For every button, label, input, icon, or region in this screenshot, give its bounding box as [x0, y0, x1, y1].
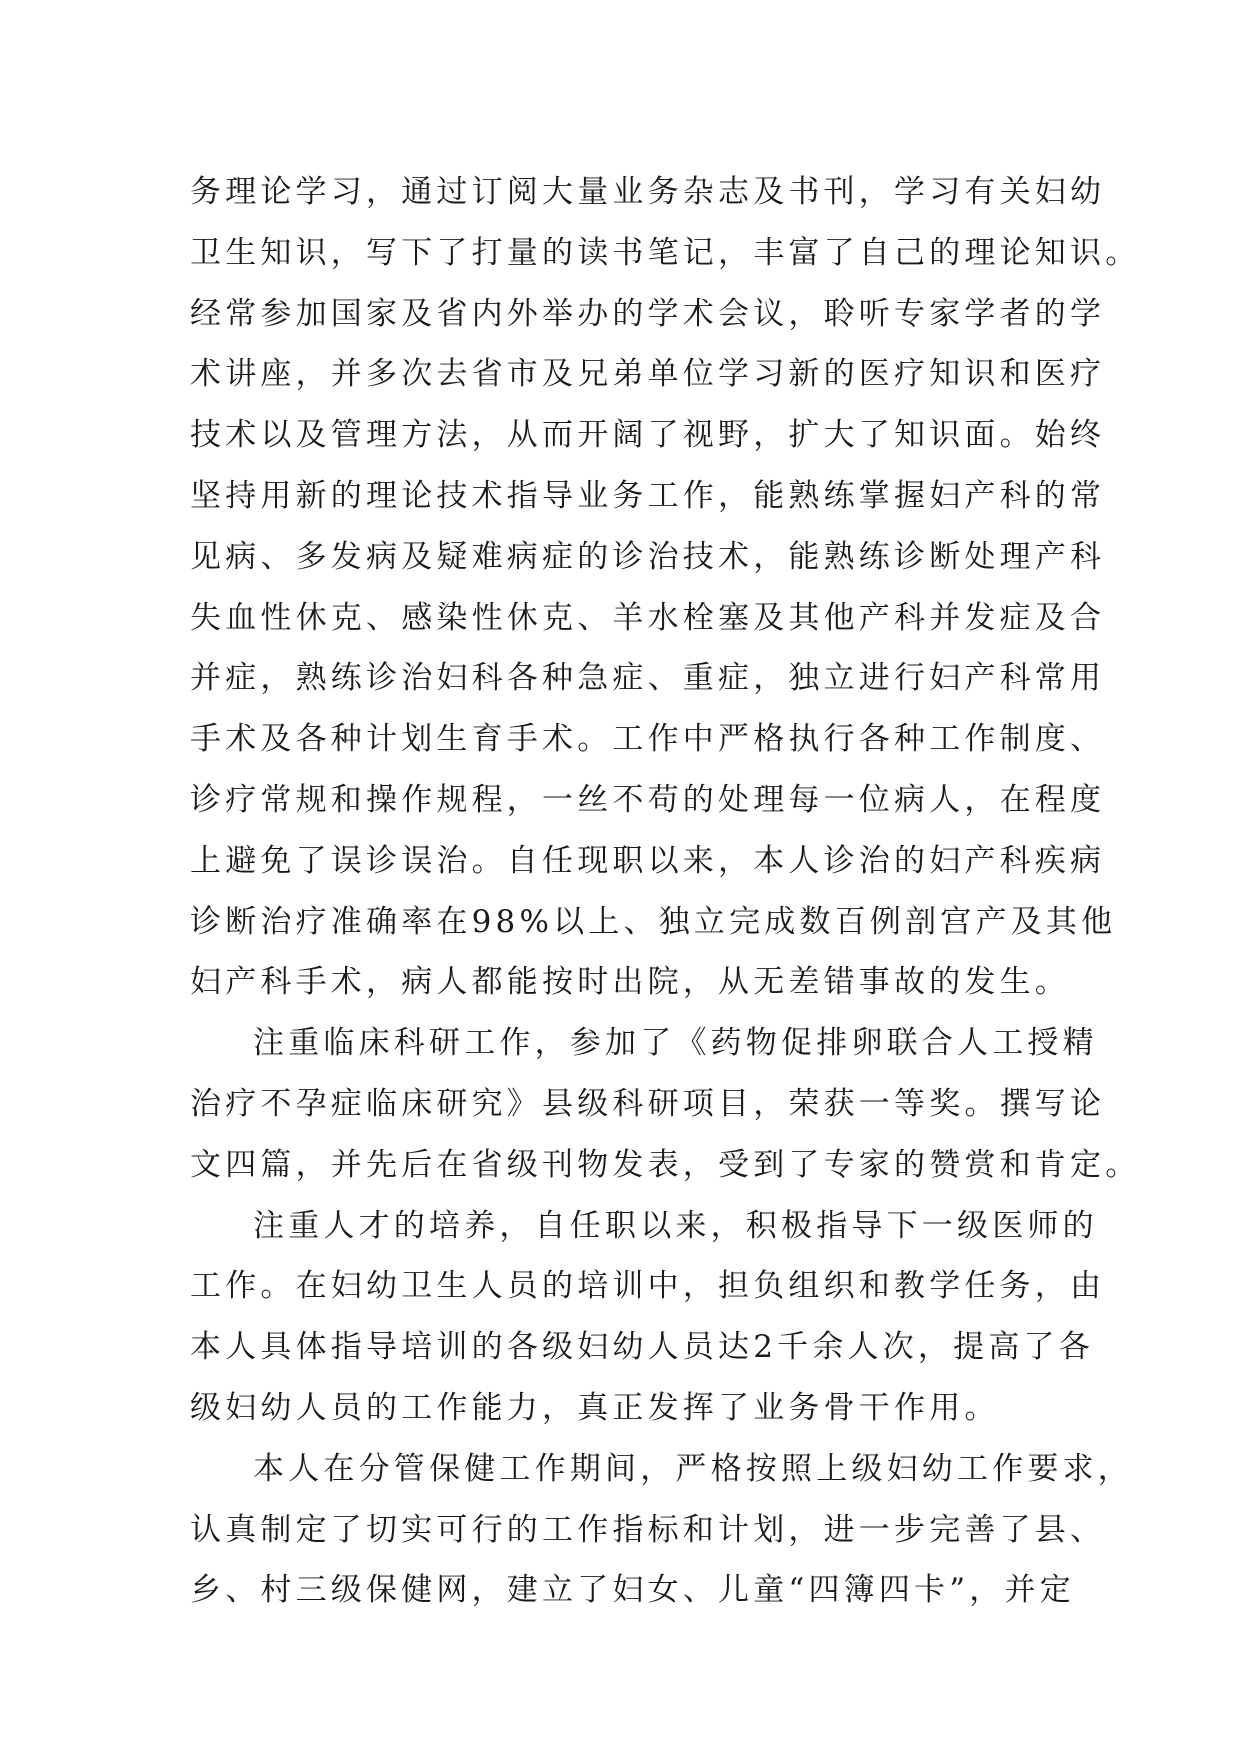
text-line: 术讲座，并多次去省市及兄弟单位学习新的医疗知识和医疗	[190, 356, 1106, 393]
text-line: 级妇幼人员的工作能力，真正发挥了业务骨干作用。	[190, 1389, 1000, 1426]
text-line: 诊疗常规和操作规程，一丝不苟的处理每一位病人，在程度	[190, 781, 1106, 818]
text-line: 诊断治疗准确率在98%以上、独立完成数百例剖宫产及其他	[190, 903, 1117, 940]
text-line: 手术及各种计划生育手术。工作中严格执行各种工作制度、	[190, 721, 1106, 758]
body-text	[190, 162, 1141, 1621]
text-line: 本人具体指导培训的各级妇幼人员达2千余人次，提高了各	[190, 1329, 1094, 1366]
text-line: 注重人才的培养，自任职以来，积极指导下一级医师的	[253, 1207, 1098, 1244]
text-line: 文四篇，并先后在省级刊物发表，受到了专家的赞赏和肯定。	[190, 1146, 1141, 1183]
text-line: 乡、村三级保健网，建立了妇女、儿童“四簿四卡”，并定	[190, 1572, 1075, 1609]
text-line: 经常参加国家及省内外举办的学术会议，聆听专家学者的学	[190, 295, 1106, 332]
text-line: 坚持用新的理论技术指导业务工作，能熟练掌握妇产科的常	[190, 477, 1106, 514]
text-line: 本人在分管保健工作期间，严格按照上级妇幼工作要求，	[253, 1450, 1133, 1487]
text-line: 认真制定了切实可行的工作指标和计划，进一步完善了县、	[190, 1511, 1106, 1548]
text-line: 务理论学习，通过订阅大量业务杂志及书刊，学习有关妇幼	[190, 174, 1106, 210]
text-line: 卫生知识，写下了打量的读书笔记，丰富了自己的理论知识。	[190, 234, 1141, 271]
text-line: 妇产科手术，病人都能按时出院，从无差错事故的发生。	[190, 964, 1070, 1001]
text-line: 工作。在妇幼卫生人员的培训中，担负组织和教学任务，由	[190, 1268, 1106, 1305]
text-line: 见病、多发病及疑难病症的诊治技术，能熟练诊断处理产科	[190, 538, 1106, 575]
text-line: 注重临床科研工作，参加了《药物促排卵联合人工授精	[253, 1025, 1098, 1062]
text-line: 上避免了误诊误治。自任现职以来，本人诊治的妇产科疾病	[190, 842, 1106, 879]
text-line: 并症，熟练诊治妇科各种急症、重症，独立进行妇产科常用	[190, 660, 1106, 697]
text-line: 技术以及管理方法，从而开阔了视野，扩大了知识面。始终	[190, 417, 1106, 454]
text-line: 失血性休克、感染性休克、羊水栓塞及其他产科并发症及合	[190, 599, 1106, 636]
text-line: 治疗不孕症临床研究》县级科研项目，荣获一等奖。撰写论	[190, 1085, 1106, 1122]
